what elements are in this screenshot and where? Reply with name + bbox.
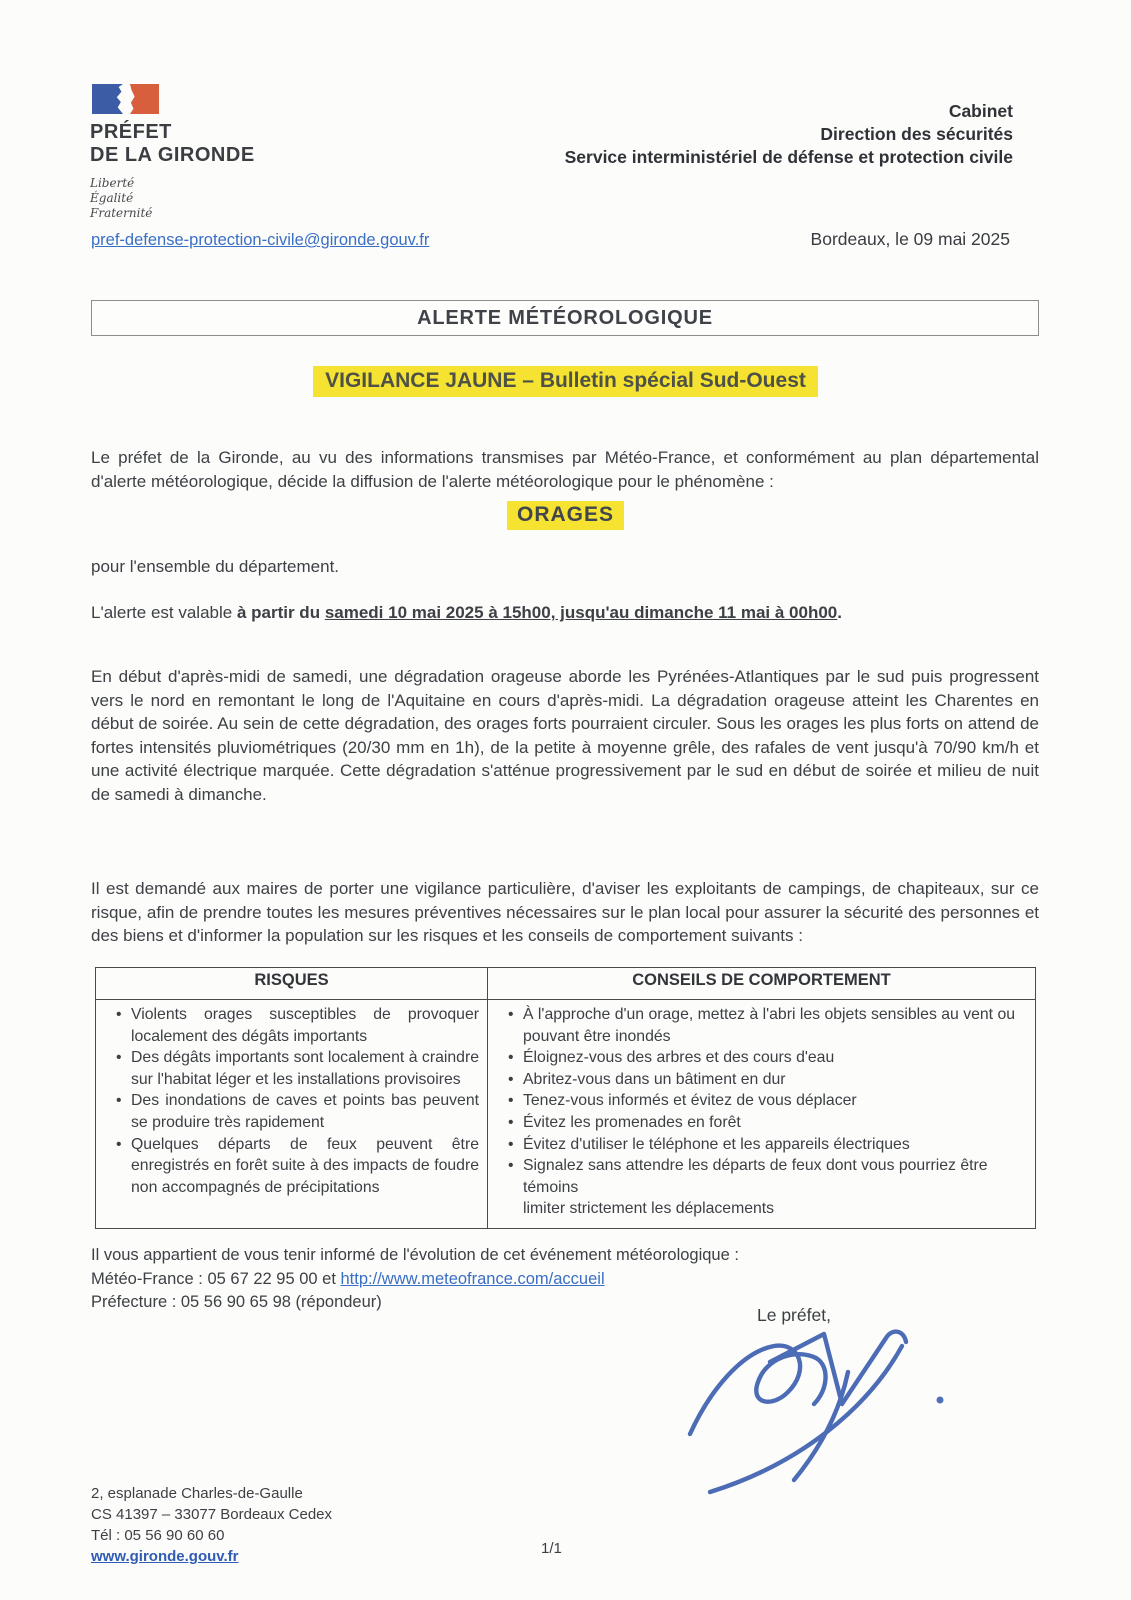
risk-item: • Des inondations de caves et points bas peuvent se produire très rapidement xyxy=(114,1090,479,1133)
risks-cell xyxy=(96,1000,488,1229)
risks-column-header: RISQUES xyxy=(96,968,488,1000)
contact-email-row xyxy=(91,231,429,250)
alert-title-box xyxy=(91,300,1039,336)
address-line2: CS 41397 – 33077 Bordeaux Cedex xyxy=(91,1506,333,1523)
advice-cell xyxy=(488,1000,1036,1229)
website-link[interactable]: www.gironde.gouv.fr xyxy=(91,1548,239,1565)
storm-paragraph: En début d'après-midi de samedi, une dégradation orageuse aborde les Pyrénées-Atlantiques par le sud puis progressent vers le nord en remontant le long de l'Aquitaine en cours d'après-midi. La dégradation orageuse atteint les Charentes en début de soirée. Au sein de cette dégradation, des orages forts pourraient circuler. Sous les orages les plus forts on attend de fortes intensités pluviométriques (20/30 mm en 1h), de la petite à moyenne grêle, des rafales de vent jusqu'à 70/90 km/h et une activité électrique marquée. Cette dégradation s'atténue progressivement par le sud en début de soirée et milieu de nuit de samedi à dimanche. xyxy=(91,667,1039,804)
risk-item: • Violents orages susceptibles de provoquer localement des dégâts importants xyxy=(114,1004,479,1047)
advice-item: • À l'approche d'un orage, mettez à l'abri les objets sensibles au vent ou pouvant être inondés xyxy=(506,1004,1027,1047)
advice-item: • Évitez les promenades en forêt xyxy=(506,1112,1027,1134)
signer-title: Le préfet, xyxy=(757,1305,831,1325)
issuing-office xyxy=(565,100,1013,169)
info-line1: Il vous appartient de vous tenir informé de l'évolution de cet événement météorologique : xyxy=(91,1246,739,1264)
validity-prefix: L'alerte est valable xyxy=(91,603,237,622)
vigilance-banner: VIGILANCE JAUNE – Bulletin spécial Sud-Ouest xyxy=(313,366,818,397)
flag-red-shape xyxy=(130,84,159,114)
risk-item: • Des dégâts importants sont localement à craindre sur l'habitat léger et les installations provisoires xyxy=(114,1047,479,1090)
meteofrance-phone: Météo-France : 05 67 22 95 00 et xyxy=(91,1269,341,1288)
contact-email-link[interactable]: pref-defense-protection-civile@gironde.gouv.fr xyxy=(91,231,430,249)
office-line-direction: Direction des sécurités xyxy=(820,124,1013,144)
motto-fraternite: Fraternité xyxy=(90,206,153,220)
french-flag-icon xyxy=(92,84,390,114)
info-line3: Préfecture : 05 56 90 65 98 (répondeur) xyxy=(91,1293,382,1311)
motto-egalite: Égalité xyxy=(90,191,134,205)
meteofrance-link[interactable]: http://www.meteofrance.com/accueil xyxy=(340,1269,605,1288)
advice-item: • Signalez sans attendre les départs de feux dont vous pourriez être témoins xyxy=(506,1155,1027,1198)
risks-advice-table xyxy=(95,967,1036,1229)
page-number: 1/1 xyxy=(541,1540,562,1557)
footer-phone: Tél : 05 56 90 60 60 xyxy=(91,1527,225,1544)
scope-line: pour l'ensemble du département. xyxy=(91,557,340,576)
authority-name-line1: PRÉFET xyxy=(90,121,172,143)
advice-extra-line: limiter strictement les déplacements xyxy=(523,1200,775,1218)
validity-suffix: . xyxy=(837,603,842,622)
validity-bold: à partir du xyxy=(236,603,325,622)
authority-name-line2: DE LA GIRONDE xyxy=(90,144,255,166)
footer-address xyxy=(91,1483,332,1567)
office-line-cabinet: Cabinet xyxy=(948,101,1013,121)
advice-item: • Éloignez-vous des arbres et des cours d'eau xyxy=(506,1047,1027,1069)
republic-motto xyxy=(90,176,390,221)
motto-liberte: Liberté xyxy=(90,176,135,190)
advice-item: • Tenez-vous informés et évitez de vous déplacer xyxy=(506,1090,1027,1112)
mayors-paragraph: Il est demandé aux maires de porter une vigilance particulière, d'aviser les exploitants de campings, de chapiteaux, sur ce risque, afin de prendre toutes les mesures préventives nécessaires sur le plan local pour assurer la sécurité des personnes et des biens et d'informer la population sur les risques et les conseils de comportement suivants : xyxy=(91,879,1039,946)
advice-item: • Évitez d'utiliser le téléphone et les appareils électriques xyxy=(506,1134,1027,1156)
intro-paragraph: Le préfet de la Gironde, au vu des informations transmises par Météo-France, et conformément au plan départemental d'alerte météorologique, décide la diffusion de l'alerte météorologique pour le phénomène : xyxy=(91,448,1039,491)
prefecture-logo xyxy=(90,84,390,221)
handwritten-signature xyxy=(672,1312,962,1512)
advice-column-header: CONSEILS DE COMPORTEMENT xyxy=(488,968,1036,1000)
office-line-service: Service interministériel de défense et protection civile xyxy=(564,147,1013,167)
address-line1: 2, esplanade Charles-de-Gaulle xyxy=(91,1485,303,1502)
validity-line xyxy=(91,601,1039,625)
alert-title: ALERTE MÉTÉOROLOGIQUE xyxy=(417,306,713,329)
validity-period: samedi 10 mai 2025 à 15h00, jusqu'au dimanche 11 mai à 00h00 xyxy=(324,603,838,622)
phenomenon-badge: ORAGES xyxy=(507,501,624,530)
info-block xyxy=(91,1244,1039,1315)
flag-blue-shape xyxy=(92,84,123,114)
place-dateline: Bordeaux, le 09 mai 2025 xyxy=(810,229,1010,249)
advice-item: • Abritez-vous dans un bâtiment en dur xyxy=(506,1069,1027,1091)
info-line2 xyxy=(91,1268,1039,1292)
risk-item: • Quelques départs de feux peuvent être enregistrés en forêt suite à des impacts de foudre non accompagnés de précipitations xyxy=(114,1134,479,1199)
